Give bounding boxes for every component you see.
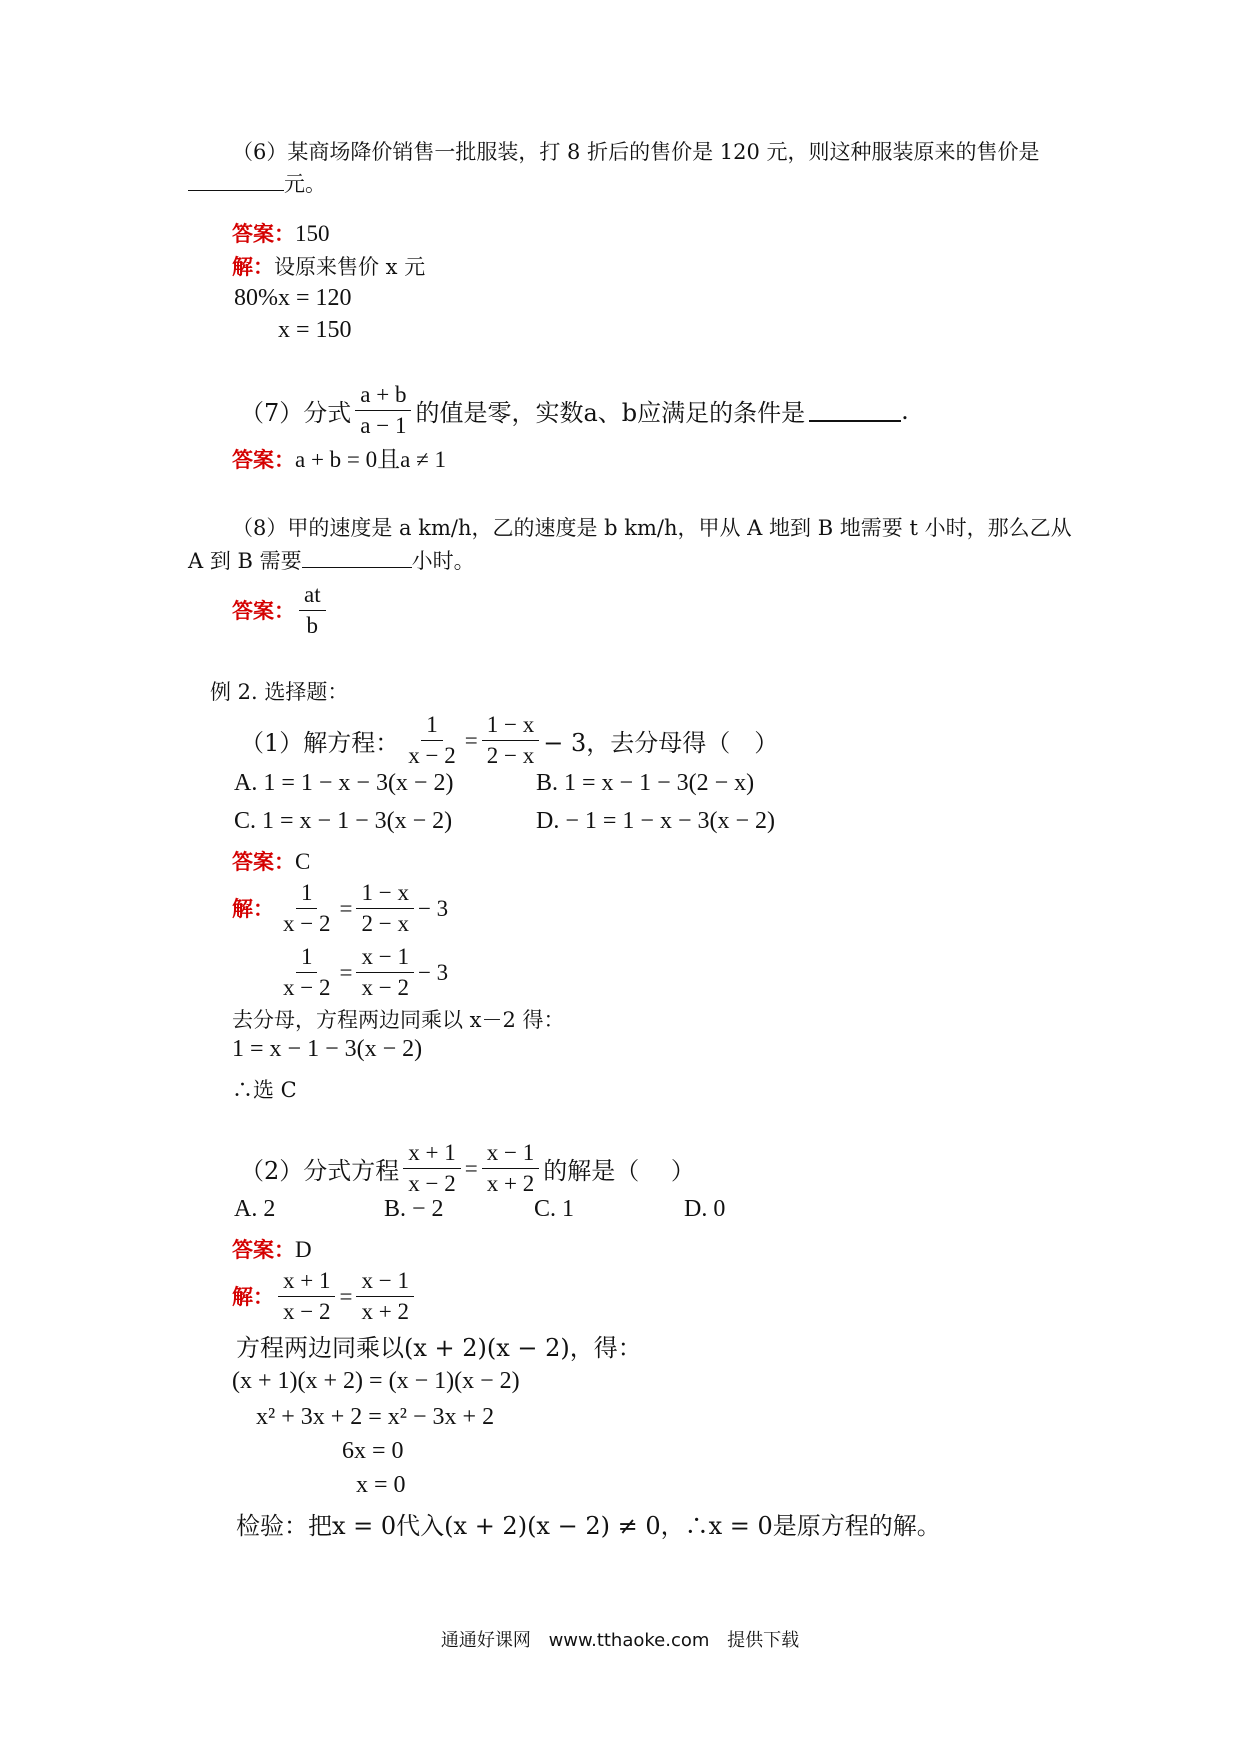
ex2-p2-option-a: A. 2 — [234, 1196, 276, 1222]
ex2-p2-option-c: C. 1 — [534, 1196, 575, 1222]
ex2-p1-option-d: D. − 1 = 1 − x − 3(x − 2) — [536, 808, 775, 834]
q6-answer-label: 答案： — [232, 221, 295, 246]
ex2-p1-s2-tail: − 3 — [417, 959, 449, 985]
page-footer — [0, 1626, 1240, 1652]
ex2-p1-result: 1 = x − 1 − 3(x − 2) — [232, 1036, 423, 1062]
ex2-p2-step-5: 6x = 0 — [342, 1438, 404, 1464]
q6-answer — [232, 218, 330, 250]
q8-question-line2 — [188, 545, 475, 577]
ex2-p2-option-b: B. − 2 — [384, 1196, 444, 1222]
ex2-p1-s1-fraction-1 — [278, 878, 335, 939]
ex2-p1-s2-fraction-1 — [278, 942, 335, 1003]
q6-question: （6）某商场降价销售一批服装，打 8 折后的售价是 120 元，则这种服装原来的售价是 — [232, 140, 1040, 164]
ex2-p1-s1-fraction-2 — [356, 878, 413, 939]
ex2-p1-s2-equals: = — [339, 959, 353, 985]
ex2-p2-f2-denominator: x + 2 — [486, 1171, 535, 1196]
ex2-p2-check: 检验：把x = 0代入(x + 2)(x − 2) ≠ 0，∴x = 0是原方程的解。 — [236, 1512, 941, 1540]
q6-answer-blank — [188, 168, 284, 191]
q8-answer-blank — [302, 545, 412, 568]
q6-solution-label: 解： — [232, 254, 274, 279]
q8-line2-end: 小时。 — [411, 549, 475, 573]
footer-site-name: 通通好课网 — [440, 1630, 531, 1651]
q8-answer-denominator: b — [306, 613, 319, 638]
ex2-p2-s-f2-denominator: x + 2 — [361, 1299, 409, 1324]
ex2-p2-solution-label: 解： — [232, 1283, 274, 1309]
ex2-p1-f2-denominator: 2 − x — [486, 743, 535, 768]
q6-equation-1: 80%x = 120 — [234, 285, 352, 311]
ex2-p2-answer-value: D — [295, 1237, 312, 1262]
ex2-p2-prefix: （2）分式方程 — [240, 1157, 400, 1185]
ex2-p1-prefix: （1）解方程： — [240, 729, 400, 757]
ex2-p1-option-c: C. 1 = x − 1 − 3(x − 2) — [234, 808, 453, 834]
ex2-p1-s1-f2-denominator: 2 − x — [361, 911, 409, 936]
ex2-p1-solution-step-1 — [232, 878, 448, 939]
ex2-p1-s2-f1-numerator: 1 — [296, 942, 318, 973]
q8-answer — [232, 580, 330, 641]
ex2-p1-s1-equals: = — [339, 895, 353, 921]
ex2-p1-tail: − 3，去分母得（ ） — [543, 729, 779, 757]
q7-end: . — [901, 396, 909, 425]
ex2-p2-tail: 的解是（ ） — [543, 1157, 695, 1185]
ex2-p1-answer — [232, 846, 310, 878]
q7-answer-blank — [809, 400, 901, 422]
ex2-p2-fraction-1 — [403, 1138, 460, 1199]
ex2-p2-step-4: x² + 3x + 2 = x² − 3x + 2 — [256, 1404, 495, 1430]
q6-solution — [232, 251, 425, 283]
ex2-p2-s-equals: = — [339, 1283, 353, 1309]
q7-fraction-denominator: a − 1 — [360, 413, 407, 438]
ex2-p1-fraction-1 — [403, 710, 460, 771]
ex2-p1-option-b: B. 1 = x − 1 − 3(2 − x) — [536, 770, 755, 796]
q8-line2-start: A 到 B 需要 — [188, 549, 302, 573]
ex2-p1-f1-denominator: x − 2 — [408, 743, 456, 768]
ex2-p1-s2-fraction-2 — [356, 942, 413, 1003]
q8-answer-fraction — [299, 580, 326, 641]
ex2-p1-solution-label: 解： — [232, 895, 274, 921]
ex2-p1-s1-f1-numerator: 1 — [296, 878, 318, 909]
ex2-p2-step-3: (x + 1)(x + 2) = (x − 1)(x − 2) — [232, 1368, 520, 1394]
example-2-title: 例 2. 选择题： — [210, 680, 349, 704]
ex2-p1-answer-value: C — [295, 849, 311, 874]
q7-prefix: （7）分式 — [240, 399, 352, 427]
ex2-p2-s-fraction-2 — [356, 1266, 413, 1327]
q6-equation-2: x = 150 — [278, 317, 352, 343]
ex2-p2-step-2: 方程两边同乘以(x + 2)(x − 2)，得： — [236, 1334, 642, 1362]
ex2-p2-solution-step-1 — [232, 1266, 418, 1327]
q7-fraction-numerator: a + b — [355, 380, 411, 411]
ex2-p2-s-fraction-1 — [278, 1266, 335, 1327]
q6-solution-text: 设原来售价 x 元 — [274, 255, 426, 279]
ex2-p1-explain: 去分母，方程两边同乘以 x－2 得： — [232, 1008, 565, 1032]
ex2-p2-f1-denominator: x − 2 — [408, 1171, 456, 1196]
ex2-p1-s1-tail: − 3 — [417, 895, 449, 921]
ex2-p1-f1-numerator: 1 — [421, 710, 443, 741]
footer-provide-download: 提供下载 — [727, 1630, 800, 1651]
q6-question-line2 — [188, 168, 326, 200]
ex2-p2-f1-numerator: x + 1 — [403, 1138, 460, 1169]
ex2-p1-question — [240, 710, 778, 771]
q7-suffix: 的值是零，实数a、b应满足的条件是 — [415, 399, 806, 427]
q7-answer — [232, 444, 446, 476]
ex2-p2-fraction-2 — [482, 1138, 539, 1199]
ex2-p2-s-f1-denominator: x − 2 — [283, 1299, 331, 1324]
ex2-p1-s1-f2-numerator: 1 − x — [356, 878, 413, 909]
ex2-p2-option-d: D. 0 — [684, 1196, 726, 1222]
ex2-p2-answer — [232, 1234, 312, 1266]
q6-answer-value: 150 — [295, 221, 330, 246]
q6-question-tail: 元。 — [284, 172, 326, 196]
q8-answer-numerator: at — [299, 580, 326, 611]
ex2-p2-answer-label: 答案： — [232, 1237, 295, 1262]
ex2-p1-s1-f1-denominator: x − 2 — [283, 911, 331, 936]
q7-fraction — [355, 380, 411, 441]
ex2-p2-s-f1-numerator: x + 1 — [278, 1266, 335, 1297]
q7-answer-label: 答案： — [232, 447, 295, 472]
q8-answer-label: 答案： — [232, 597, 295, 623]
ex2-p1-f2-numerator: 1 − x — [482, 710, 539, 741]
ex2-p1-solution-step-2 — [274, 942, 448, 1003]
ex2-p1-answer-label: 答案： — [232, 849, 295, 874]
footer-url[interactable]: www.tthaoke.com — [548, 1630, 710, 1651]
ex2-p1-s2-f2-denominator: x − 2 — [361, 975, 409, 1000]
ex2-p1-s2-f2-numerator: x − 1 — [356, 942, 413, 973]
ex2-p1-s2-f1-denominator: x − 2 — [283, 975, 331, 1000]
ex2-p2-question — [240, 1138, 695, 1199]
ex2-p2-equals: = — [464, 1155, 478, 1181]
ex2-p1-option-a: A. 1 = 1 − x − 3(x − 2) — [234, 770, 454, 796]
ex2-p2-s-f2-numerator: x − 1 — [356, 1266, 413, 1297]
ex2-p2-f2-numerator: x − 1 — [482, 1138, 539, 1169]
q7-answer-value: a + b = 0且a ≠ 1 — [295, 447, 446, 472]
q8-question: （8）甲的速度是 a km/h，乙的速度是 b km/h，甲从 A 地到 B 地需要 t 小时，那么乙从 — [232, 516, 1072, 540]
ex2-p2-step-6: x = 0 — [356, 1472, 406, 1498]
ex2-p1-equals: = — [464, 727, 478, 753]
q7-question — [240, 380, 909, 441]
ex2-p1-fraction-2 — [482, 710, 539, 771]
ex2-p1-conclusion: ∴选 C — [232, 1078, 297, 1102]
